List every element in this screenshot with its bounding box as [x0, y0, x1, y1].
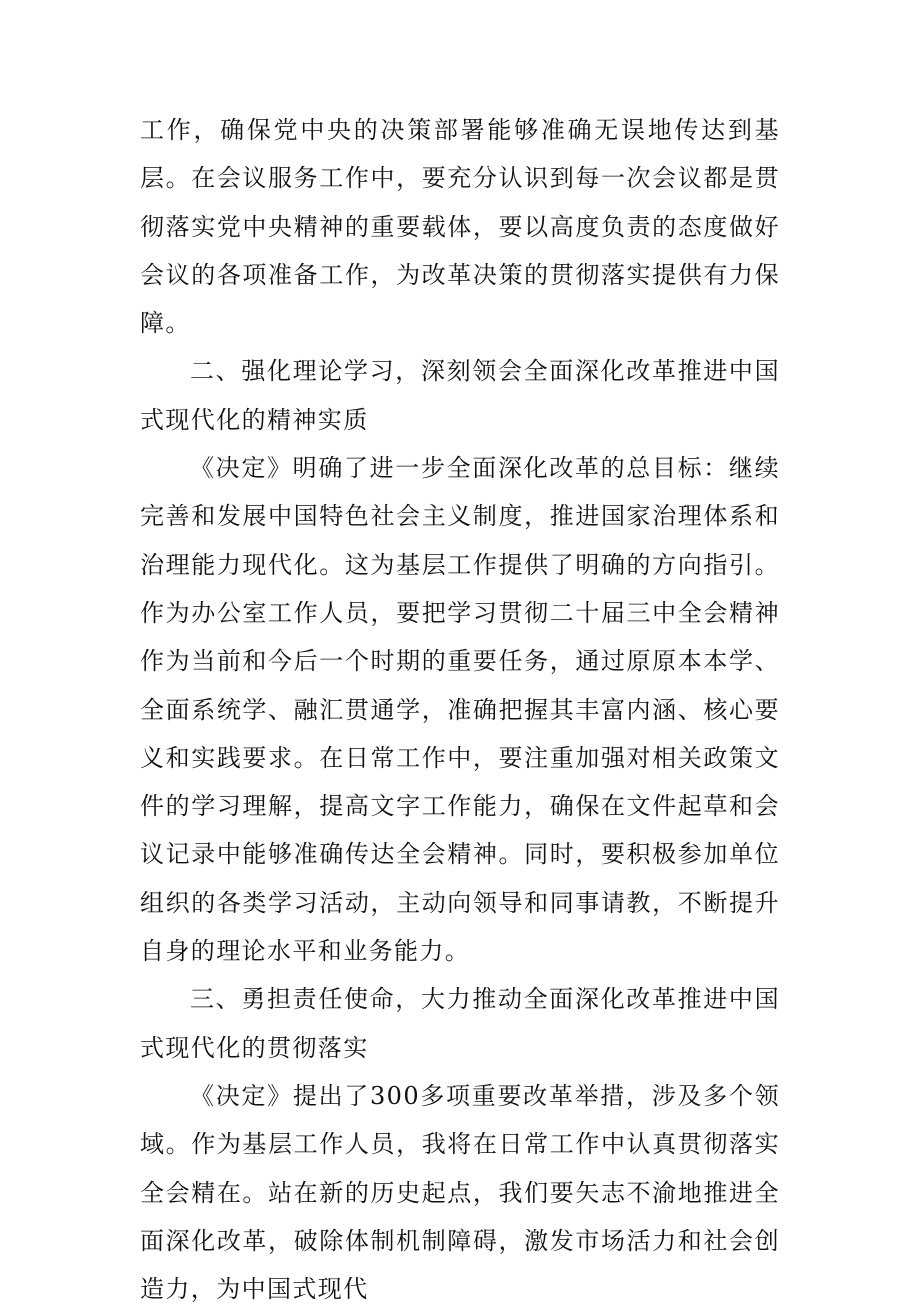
document-page [140, 106, 780, 1313]
section-heading-2: 二、强化理论学习，深刻领会全面深化改革推进中国式现代化的精神实质 [140, 357, 780, 434]
body-paragraph-continuation: 工作，确保党中央的决策部署能够准确无误地传达到基层。在会议服务工作中，要充分认识到每一次会议都是贯彻落实党中央精神的重要载体，要以高度负责的态度做好会议的各项准备工作，为改革决策的贯彻落实提供有力保障。 [140, 116, 780, 338]
body-paragraph-section-2: 《决定》明确了进一步全面深化改革的总目标：继续完善和发展中国特色社会主义制度，推进国家治理体系和治理能力现代化。这为基层工作提供了明确的方向指引。作为办公室工作人员，要把学习贯彻二十届三中全会精神作为当前和今后一个时期的重要任务，通过原原本本学、全面系统学、融汇贯通学，准确把握其丰富内涵、核心要义和实践要求。在日常工作中，要注重加强对相关政策文件的学习理解，提高文字工作能力，确保在文件起草和会议记录中能够准确传达全会精神。同时，要积极参加单位组织的各类学习活动，主动向领导和同事请教，不断提升自身的理论水平和业务能力。 [140, 454, 780, 966]
section-heading-3: 三、勇担责任使命，大力推动全面深化改革推进中国式现代化的贯彻落实 [140, 985, 780, 1062]
body-paragraph-section-3: 《决定》提出了300多项重要改革举措，涉及多个领域。作为基层工作人员，我将在日常工作中认真贯彻落实全会精在。站在新的历史起点，我们要矢志不渝地推进全面深化改革，破除体制机制障碍，激发市场活力和社会创造力，为中国式现代 [140, 1081, 780, 1304]
